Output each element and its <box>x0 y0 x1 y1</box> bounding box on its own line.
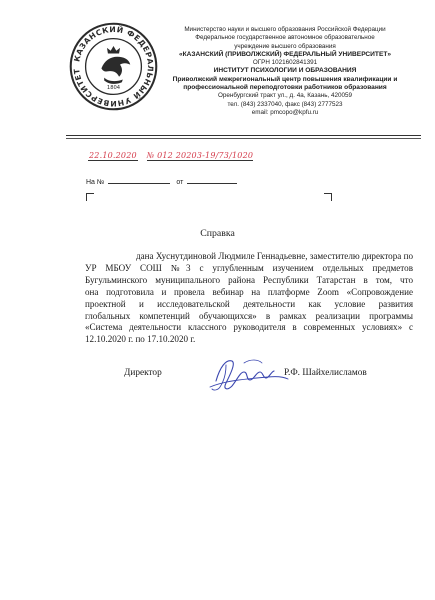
address-line: Оренбургский тракт ул., д. 4а, Казань, 420059 <box>218 92 352 100</box>
seal-ring-text: КАЗАНСКИЙ ФЕДЕРАЛЬНЫЙ УНИВЕРСИТЕТ <box>72 25 156 108</box>
ogrn-line: ОГРН 1021602841391 <box>252 59 318 67</box>
center-line-2: профессиональной переподготовки работников образования <box>183 84 387 92</box>
document-title: Справка <box>200 228 235 239</box>
registration-handwriting <box>88 151 253 161</box>
seal-year: 1804 <box>106 84 121 91</box>
university-seal-icon <box>67 20 160 113</box>
number-blank <box>108 176 170 184</box>
ministry-line: Министерство науки и высшего образования Российской Федерации <box>184 26 386 33</box>
body-line: глобальных компетенций обучающихся» в рамках реализации программы <box>85 310 413 321</box>
body-line: проектной и исследовательской деятельности как условие развития <box>85 298 413 309</box>
org-line-2: учреждение высшего образования <box>234 42 336 50</box>
email-line: email: pmcopo@kpfu.ru <box>251 108 319 116</box>
university-name: «КАЗАНСКИЙ (ПРИВОЛЖСКИЙ) ФЕДЕРАЛЬНЫЙ УНИВЕРСИТЕТ» <box>178 50 392 58</box>
letterhead <box>155 26 415 117</box>
handwritten-signature <box>196 351 296 397</box>
center-line-1: Приволжский межрегиональный центр повышения квалификации и <box>172 75 398 83</box>
address-corner-right <box>324 193 332 201</box>
hand-number: № 012 20203-19/73/1020 <box>146 151 254 160</box>
body-line: Бугульминского муниципального района Республики Татарстан в том, что <box>85 274 413 285</box>
address-corner-left <box>86 193 94 201</box>
signer-name: Р.Ф. Шайхелисламов <box>284 368 367 378</box>
seal-emblem-icon <box>101 46 130 84</box>
body-line: дана Хуснутдиновой Людмиле Геннадьевне, заместителю директора по <box>136 251 413 261</box>
from-label: от <box>176 179 184 186</box>
reference-line <box>86 176 237 186</box>
phone-line: тел. (843) 2337040, факс (843) 2777523 <box>227 100 343 108</box>
header-divider <box>66 135 421 136</box>
certificate-body <box>85 251 413 346</box>
org-line-1: Федеральное государственное автономное образовательное <box>195 34 375 42</box>
header-divider-thin <box>66 138 421 139</box>
institute-name: ИНСТИТУТ ПСИХОЛОГИИ И ОБРАЗОВАНИЯ <box>213 67 357 75</box>
body-line: она подготовила и провела вебинар на платформе Zoom «Сопровождение <box>85 286 413 297</box>
hand-date: 22.10.2020 <box>89 151 137 160</box>
body-line: 12.10.2020 г. по 17.10.2020 г. <box>85 334 196 345</box>
body-line: УР МБОУ СОШ №3 с углубленным изучением отдельных предметов <box>85 262 413 273</box>
signer-position: Директор <box>124 368 162 378</box>
number-label: На № <box>86 179 105 186</box>
body-line: «Система деятельности классного руководителя в современных условиях» с <box>85 322 413 333</box>
from-blank <box>187 176 237 184</box>
